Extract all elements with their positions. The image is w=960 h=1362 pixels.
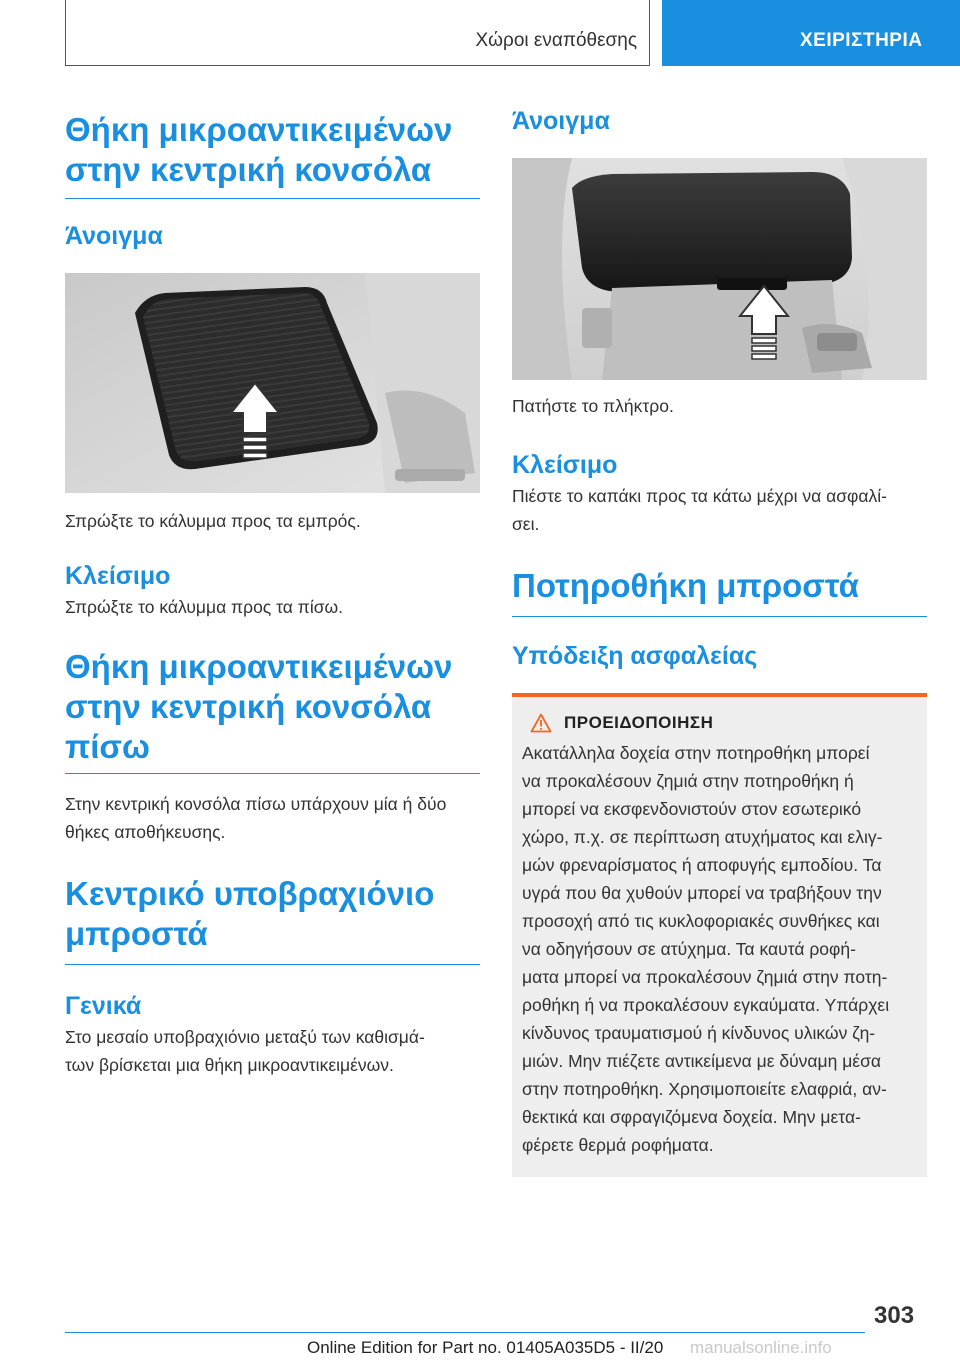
- photo-armrest-button: [512, 158, 927, 380]
- photo-console-tray-cover: [65, 273, 480, 493]
- subsection-title-general: Γενικά: [65, 992, 142, 1020]
- footer-edition: Online Edition for Part no. 01405A035D5 - II/20: [307, 1338, 664, 1357]
- warning-text-line: ματα μπορεί να προκαλέσουν ζημιά στην ποτη-: [522, 967, 888, 987]
- footer-watermark: manualsonline.info: [690, 1338, 832, 1357]
- title-line: μπροστά: [65, 915, 208, 952]
- warning-label: ΠΡΟΕΙΔΟΠΟΙΗΣΗ: [564, 713, 714, 732]
- section-divider: [512, 616, 927, 617]
- text-line: Πιέστε το καπάκι προς τα κάτω μέχρι να ασφαλί-: [512, 486, 887, 506]
- section-divider: [65, 964, 480, 965]
- closing-instruction: Σπρώξτε το κάλυμμα προς τα πίσω.: [65, 597, 344, 617]
- text-line: σει.: [512, 514, 540, 534]
- armrest-closing-instruction: [512, 482, 927, 538]
- armrest-description: [65, 1023, 480, 1079]
- warning-text-line: στην ποτηροθήκη. Χρησιμοποιείτε ελαφριά, αν-: [522, 1079, 887, 1099]
- subsection-title-safety: Υπόδειξη ασφαλείας: [512, 642, 758, 670]
- section-title-console-tray: [65, 110, 480, 190]
- section-divider: [65, 773, 480, 774]
- text-line: των βρίσκεται μια θήκη μικροαντικειμένων.: [65, 1055, 394, 1075]
- warning-text-line: προσοχή από τις κυκλοφοριακές συνθήκες και: [522, 911, 880, 931]
- warning-text-line: κίνδυνος τραυματισμού ή κίνδυνος υλικών ζη-: [522, 1023, 876, 1043]
- text-line: θήκες αποθήκευσης.: [65, 822, 226, 842]
- title-line: πίσω: [65, 728, 150, 765]
- left-column: [65, 96, 480, 1079]
- warning-text: [522, 739, 917, 1159]
- warning-triangle-icon: [530, 713, 552, 733]
- warning-text-line: μών φρεναρίσματος ή αποφυγής εμποδίου. Τα: [522, 855, 882, 875]
- header-section-box: [65, 0, 650, 66]
- warning-text-line: μπορεί να εκσφενδονιστούν στον εσωτερικό: [522, 799, 862, 819]
- header-section-title: Χώροι εναπόθεσης: [475, 30, 637, 51]
- warning-text-line: χώρο, π.χ. σε περίπτωση ατυχήματος και ελιγ-: [522, 827, 883, 847]
- armrest-opening-instruction: Πατήστε το πλήκτρο.: [512, 396, 674, 416]
- warning-box: [512, 693, 927, 1177]
- header-chapter-label: ΧΕΙΡΙΣΤΗΡΙΑ: [800, 30, 923, 51]
- opening-instruction: Σπρώξτε το κάλυμμα προς τα εμπρός.: [65, 511, 361, 531]
- subsection-title-opening-armrest: Άνοιγμα: [512, 107, 610, 135]
- title-line: στην κεντρική κονσόλα: [65, 688, 432, 725]
- text-line: Στην κεντρική κονσόλα πίσω υπάρχουν μία ή δύο: [65, 794, 447, 814]
- warning-text-line: υγρά που θα χυθούν μπορεί να τραβήξουν την: [522, 883, 882, 903]
- title-line: Θήκη μικροαντικειμένων: [65, 648, 453, 685]
- footer-divider: [65, 1332, 865, 1333]
- title-line: Θήκη μικροαντικειμένων: [65, 111, 453, 148]
- right-column: [512, 96, 927, 1177]
- section-title-front-armrest: [65, 874, 480, 954]
- section-divider: [65, 198, 480, 199]
- warning-text-line: θεκτικά και σφραγιζόμενα δοχεία. Μην μετα-: [522, 1107, 861, 1127]
- armrest-illustration: [512, 158, 927, 380]
- title-line: Κεντρικό υποβραχιόνιο: [65, 875, 435, 912]
- warning-text-line: να οδηγήσουν σε ατύχημα. Τα καυτά ροφή-: [522, 939, 856, 959]
- title-line: στην κεντρική κονσόλα: [65, 151, 432, 188]
- warning-text-line: φέρετε θερμά ροφήματα.: [522, 1135, 714, 1155]
- warning-text-line: να προκαλέσουν ζημιά στην ποτηροθήκη ή: [522, 771, 854, 791]
- console-tray-illustration: [65, 273, 480, 493]
- warning-text-line: Ακατάλληλα δοχεία στην ποτηροθήκη μπορεί: [522, 743, 870, 763]
- warning-header: [530, 713, 917, 733]
- section-title-rear-console-tray: [65, 647, 480, 767]
- subsection-title-closing: Κλείσιμο: [65, 562, 171, 590]
- warning-text-line: ροθήκη ή να προκαλέσουν εγκαύματα. Υπάρχει: [522, 995, 890, 1015]
- rear-tray-description: [65, 790, 480, 846]
- warning-text-line: μιών. Μην πιέζετε αντικείμενα με δύναμη μέσα: [522, 1051, 882, 1071]
- text-line: Στο μεσαίο υποβραχιόνιο μεταξύ των καθισμά-: [65, 1027, 425, 1047]
- page-number: 303: [874, 1302, 915, 1329]
- subsection-title-opening: Άνοιγμα: [65, 222, 163, 250]
- section-title-front-cupholder: Ποτηροθήκη μπροστά: [512, 567, 859, 604]
- subsection-title-closing-armrest: Κλείσιμο: [512, 451, 618, 479]
